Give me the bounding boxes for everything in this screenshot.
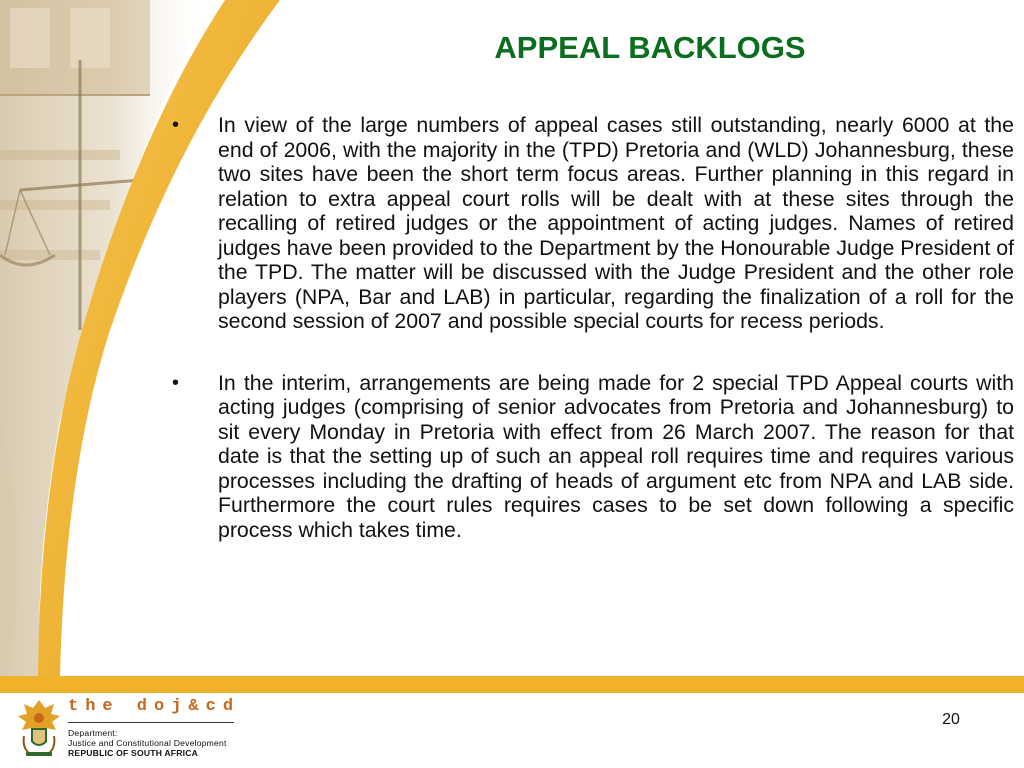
country-name: REPUBLIC OF SOUTH AFRICA: [68, 748, 199, 758]
bullet-icon: •: [172, 371, 180, 394]
bullet-item: [170, 113, 1014, 334]
footer-gold-band: [0, 676, 1024, 693]
bullet-text: In the interim, arrangements are being made for 2 special TPD Appeal courts with acting judges (comprising of senior advocates from Pretoria and Johannesburg) to sit every Monday in Pretoria with effect from 26 March 2007. The reason for that date is that the setting up of such an appeal roll requires time and requires various processes including the drafting of heads of argument etc from NPA and LAB side. Furthermore the court rules requires cases to be set down following a specific process which takes time.: [218, 370, 1014, 542]
department-label: Department:: [68, 728, 118, 738]
coat-of-arms-icon: [16, 698, 62, 758]
bullet-item: [170, 371, 1014, 543]
bullet-icon: •: [172, 114, 180, 136]
page-number: 20: [942, 711, 960, 728]
page-title: APPEAL BACKLOGS: [494, 30, 806, 65]
brand-name: the doj&cd: [68, 697, 241, 716]
brand-divider: [68, 722, 234, 723]
bullet-list: [170, 113, 1014, 542]
bullet-text: In view of the large numbers of appeal cases still outstanding, nearly 6000 at the end of 2006, with the majority in the (TPD) Pretoria and (WLD) Johannesburg, these two sites have been the short term focus areas. Further planning in this regard in relation to extra appeal court rolls will be dealt with at these sites through the recalling of retired judges or the appointment of acting judges. Names of retired judges have been provided to the Department by the Honourable Judge President of the TPD. The matter will be discussed with the Judge President and the other role players (NPA, Bar and LAB) in particular, regarding the finalization of a roll for the second session of 2007 and possible special courts for recess periods.: [218, 113, 1014, 333]
department-name: Justice and Constitutional Development: [68, 738, 227, 748]
footer: [0, 693, 1024, 768]
